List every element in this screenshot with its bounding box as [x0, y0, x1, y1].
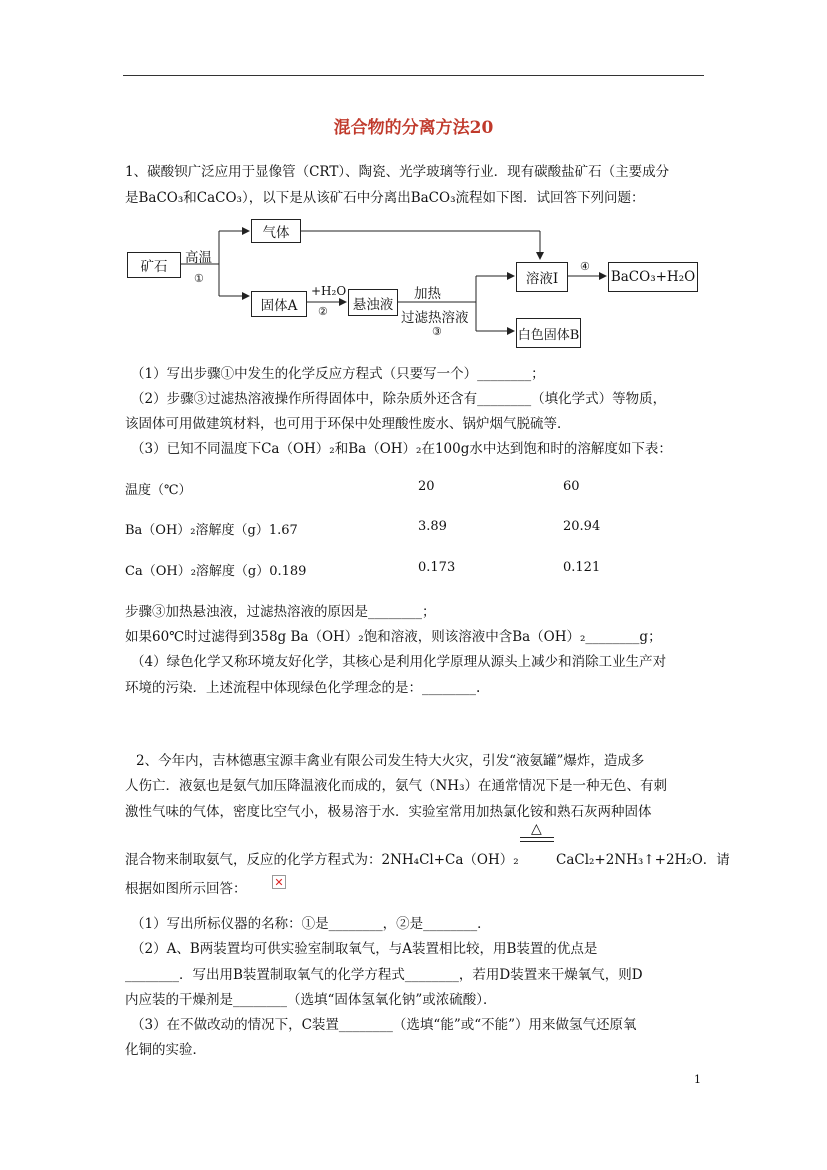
- table-r1-c2: 20.94: [563, 519, 601, 534]
- table-r1-c0: Ba（OH）₂溶解度（g）1.67: [125, 523, 298, 538]
- q1-part3-reason: 步骤③加热悬浊液，过滤热溶液的原因是________；: [125, 604, 436, 620]
- gas-box: 气体: [251, 219, 301, 243]
- q2-line2: 人伤亡．液氨也是氨气加压降温液化而成的，氨气（NH₃）在通常情况下是一种无色、有刺: [125, 778, 667, 794]
- q2-line4-left: 混合物来制取氨气，反应的化学方程式为：2NH₄Cl+Ca（OH）₂: [125, 852, 519, 868]
- heat-label: 加热: [414, 286, 441, 302]
- q2-sub3-line2: 化铜的实验．: [125, 1042, 206, 1058]
- equals-line-bottom: [520, 841, 554, 842]
- q2-line3: 激性气味的气体，密度比空气小，极易溶于水．实验室常用加热氯化铵和熟石灰两种固体: [125, 804, 652, 820]
- equals-line-top: [520, 837, 554, 838]
- q1-part4-line1: （4）绿色化学又称环境友好化学，其核心是利用化学原理从源头上减少和消除工业生产对: [131, 654, 667, 670]
- q1-part4-line2: 环境的污染．上述流程中体现绿色化学理念的是：________.: [125, 680, 481, 696]
- table-r0-c0: 温度（℃）: [125, 483, 192, 498]
- q1-part3-mass: 如果60℃时过滤得到358g Ba（OH）₂饱和溶液，则该溶液中含Ba（OH）₂________g；: [125, 629, 662, 645]
- q1-part2-line2: 该固体可用做建筑材料，也可用于环保中处理酸性废水、锅炉烟气脱硫等．: [125, 416, 571, 432]
- page-title: 混合物的分离方法20: [333, 118, 494, 138]
- step-2-label: ②: [318, 305, 328, 318]
- table-r2-c0: Ca（OH）₂溶解度（g）0.189: [125, 564, 307, 579]
- q2-line4-right: CaCl₂+2NH₃↑+2H₂O．请: [556, 852, 730, 868]
- filter-hot-label: 过滤热溶液: [401, 310, 469, 326]
- page-number: 1: [694, 1073, 701, 1086]
- broken-image-icon: ✕: [272, 875, 286, 889]
- high-temp-label: 高温: [185, 250, 212, 266]
- product-box: BaCO₃+H₂O: [608, 262, 698, 292]
- q2-sub2-line2: ________．写出用B装置制取氧气的化学方程式________，若用D装置来干燥氧气，则D: [125, 967, 643, 983]
- q2-sub2-line1: （2）A、B两装置均可供实验室制取氧气，与A装置相比较，用B装置的优点是: [131, 941, 598, 957]
- heat-sign: △: [531, 821, 542, 837]
- table-r2-c2: 0.121: [563, 560, 601, 575]
- q1-part1: （1）写出步骤①中发生的化学反应方程式（只要写一个）________；: [131, 366, 545, 382]
- table-r1-c1: 3.89: [418, 519, 447, 534]
- step-3-label: ③: [432, 325, 442, 338]
- table-r0-c1: 20: [418, 479, 435, 494]
- q1-intro-line1: 1、碳酸钡广泛应用于显像管（CRT）、陶瓷、光学玻璃等行业．现有碳酸盐矿石（主要成分: [125, 164, 670, 180]
- solid-a-box: 固体A: [251, 291, 307, 317]
- white-solid-b-box: 白色固体B: [516, 318, 581, 348]
- q2-line1: 2、今年内，吉林德惠宝源丰禽业有限公司发生特大火灾，引发“液氨罐”爆炸，造成多: [136, 753, 645, 769]
- table-r2-c1: 0.173: [418, 560, 456, 575]
- q1-part3: （3）已知不同温度下Ca（OH）₂和Ba（OH）₂在100g水中达到饱和时的溶解度如下表：: [131, 441, 672, 457]
- ore-box: 矿石: [127, 252, 181, 278]
- add-water-label: +H₂O: [311, 284, 347, 298]
- step-1-label: ①: [194, 272, 204, 285]
- q1-part2-line1: （2）步骤③过滤热溶液操作所得固体中，除杂质外还含有________（填化学式）等物质，: [131, 391, 667, 407]
- suspension-box: 悬浊液: [348, 289, 398, 316]
- q2-sub1: （1）写出所标仪器的名称：①是________，②是________．: [131, 916, 491, 932]
- q2-sub2-line3: 内应装的干燥剂是________（选填“固体氢氧化钠”或浓硫酸）．: [125, 992, 497, 1008]
- solution-1-box: 溶液Ⅰ: [516, 262, 568, 292]
- q1-intro-line2: 是BaCO₃和CaCO₃），以下是从该矿石中分离出BaCO₃流程如下图．试回答下列问题：: [125, 190, 645, 206]
- q2-sub3-line1: （3）在不做改动的情况下，C装置________（选填“能”或“不能”）用来做氢气还原氧: [131, 1017, 637, 1033]
- q2-line5: 根据如图所示回答：: [125, 881, 247, 897]
- table-r0-c2: 60: [563, 479, 580, 494]
- step-4-label: ④: [580, 260, 590, 273]
